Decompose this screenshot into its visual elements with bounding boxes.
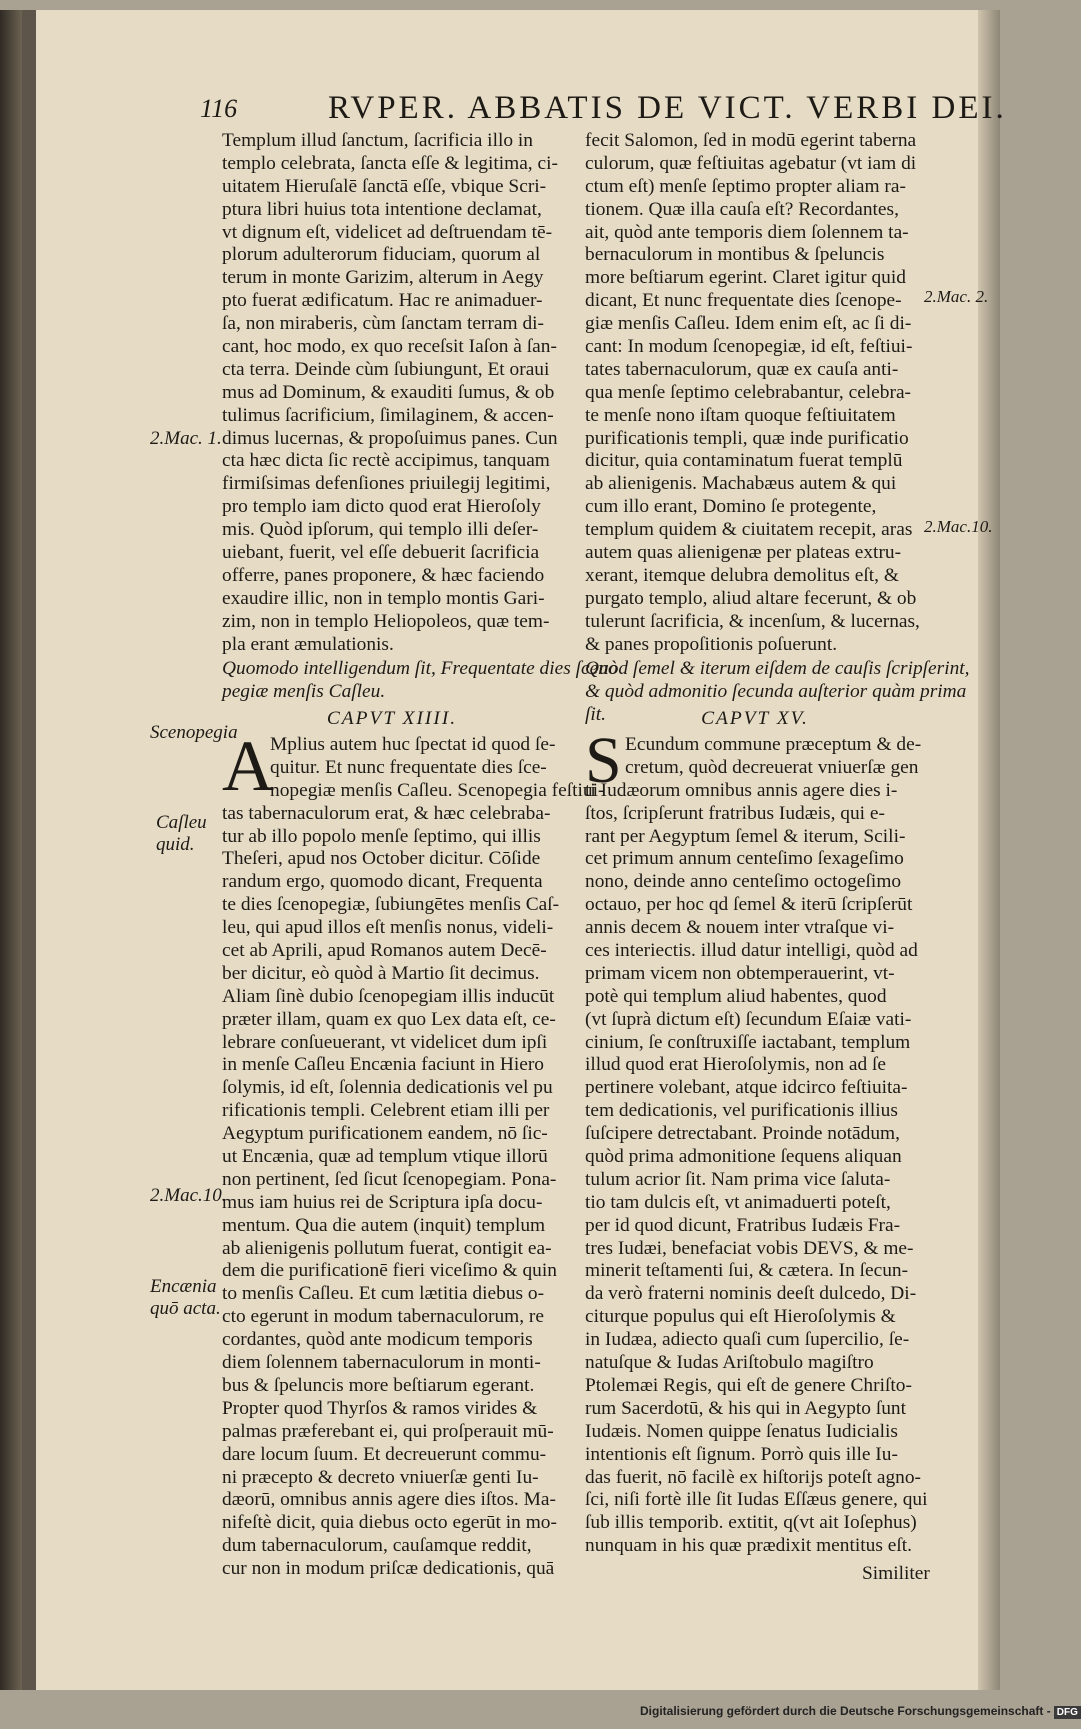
text-line: Ptolemæi Regis, qui eſt de genere Chriſto- [585,1374,912,1396]
text-line: cordantes, quòd ante modicum temporis [222,1329,533,1351]
text-line: ſci, niſi fortè ille ſit Iudas Eſſæus genere, qui [585,1489,928,1511]
text-line: potè qui templum aliud habentes, quod [585,985,887,1007]
text-line: primam vicem non obtemperauerint, vt- [585,962,895,984]
text-line: cretum, quòd decreuerat vniuerſæ gen [625,756,919,778]
text-line: Iudæis. Nomen quippe ſenatus Iudicialis [585,1420,898,1442]
text-line: plorum adulterorum fiduciam, quorum al [222,244,541,266]
text-line: cinium, ſe conſtruxiſſe iactabant, templum [585,1031,911,1053]
text-line: das fuerit, nō facilè ex hiſtorijs poteſt agno- [585,1466,922,1488]
text-line: præter illam, quam ex quo Lex data eſt, ce- [222,1008,556,1030]
catchword-wrap [862,1563,930,1586]
text-line: ni præcepto & decreto vniuerſæ genti Iu- [222,1466,539,1488]
text-line: cet ab Aprili, apud Romanos autem Decē- [222,940,547,962]
text-line: (vt ſuprà dictum eſt) ſecundum Eſaiæ vati- [585,1008,912,1030]
text-line: palmas præferebant ei, qui proſperauit mū- [222,1420,554,1442]
text-line: bernaculorum in montibus & ſpeluncis [585,244,885,266]
text-line: randum ergo, quomodo dicant, Frequenta [222,871,543,893]
text-line: quitur. Et nunc frequentate dies ſce- [270,756,547,778]
text-line: da verò fraterni nominis deeſt dulcedo, Di- [585,1283,917,1305]
text-line: xerant, itemque delubra demolitus eſt, & [585,564,899,586]
text-line: tates tabernaculorum, quæ ex cauſa anti- [585,358,899,380]
text-line: ber dicitur, eò quòd à Martio ſit decimus. [222,962,540,984]
text-line: illud quod erat Hieroſolymis, non ad ſe [585,1054,887,1076]
text-line: purgato templo, aliud altare fecerunt, & ob [585,587,917,609]
right-chapter-title: CAPVT XV. [701,708,809,729]
text-line: vt dignum eſt, videlicet ad deſtruendam tē- [222,221,553,243]
text-line: dem die purificationē fieri viceſimo & quin [222,1260,557,1282]
text-line: terum in monte Garizim, alterum in Aegy [222,267,544,289]
text-line: firmiſsimas defenſiones priuilegij legitimi, [222,473,551,495]
text-line: & panes propoſitionis poſuerunt. [585,633,838,655]
text-line: ſa, non miraberis, cùm ſanctam terram di- [222,313,544,335]
text-line: templo celebrata, ſancta eſſe & legitima, ci- [222,152,558,174]
text-line: zim, non in templo Heliopoleos, quæ tem- [222,610,550,632]
text-line: ſolymis, id eſt, ſolennia dedicationis vel pu [222,1077,553,1099]
text-line: cto egerunt in modum tabernaculorum, re [222,1306,544,1328]
text-line: ptura libri huius tota intentione declamat, [222,198,542,220]
text-line: citurque populus qui eſt Hieroſolymis & [585,1306,896,1328]
text-line: nono, deinde anno centeſimo octogeſimo [585,871,902,893]
text-line: ait, quòd ante temporis diem ſolennem ta- [585,221,909,243]
text-line: Aegyptum purificationem eandem, nō ſic- [222,1123,548,1145]
text-line: te menſe nono iſtam quoque feſtiuitatem [585,404,896,426]
text-line: diem ſolennem tabernaculorum in monti- [222,1352,541,1374]
text-line: exaudire illic, non in templo montis Gari- [222,587,545,609]
text-line: tem dedicationis, vel purificationis illius [585,1100,898,1122]
text-line: rant per Aegyptum ſemel & iterum, Scili- [585,825,906,847]
book-gutter [0,10,22,1690]
text-line: more beſtiarum egerint. Claret igitur quid [585,267,906,289]
text-line: natuſque & Iudas Ariſtobulo magiſtro [585,1352,874,1374]
text-line: ti Iudæorum omnibus annis agere dies i- [585,779,898,801]
text-line: dum tabernaculorum, cauſamque reddit, [222,1535,532,1557]
text-line: tio tam dulcis eſt, vt animaduerti poteſt, [585,1191,891,1213]
text-line: offerre, panes proponere, & hæc faciendo [222,564,545,586]
right-column-text-a [585,130,920,656]
text-line: rum Sacerdotū, & his qui in Aegypto ſunt [585,1397,906,1419]
left-drop-cap: A [222,726,274,806]
text-line: Aliam ſinè dubio ſcenopegiam illis inducūt [222,985,555,1007]
text-line: qua menſe ſeptimo celebrabantur, celebra- [585,381,912,403]
dfg-badge: DFG [1054,1706,1081,1719]
text-line: ſuſcipere detrectabant. Proinde notādum, [585,1123,900,1145]
text-line: lebrare conſueuerant, vt videlicet dum ipſi [222,1031,548,1053]
left-chapter-title: CAPVT XIIII. [326,708,458,729]
page-edge [978,10,1000,1690]
margin-note-left-3b: quid. [156,834,195,855]
page-number: 116 [200,94,238,123]
text-line: Propter quod Thyrſos & ramos virides & [222,1397,538,1419]
text-line: pegiæ menſis Caſleu. [222,680,386,702]
text-line: per id quod dicunt, Fratribus Iudæis Fra- [585,1214,901,1236]
text-line: te dies ſcenopegiæ, ſubiungētes menſis Caſ- [222,894,560,916]
text-line: annis decem & nouem inter vtraſque vi- [585,917,895,939]
text-line: cta terra. Deinde cùm ſubiungunt, Et oraui [222,358,550,380]
text-line: rificationis templi. Celebrent etiam illi per [222,1100,550,1122]
text-line: uiebant, fuerit, vel eſſe debuerit ſacrificia [222,542,540,564]
text-line: uitatem Hieruſalē ſanctā eſſe, vbique Scri- [222,175,547,197]
text-line: nunquam in his quæ prædixit mentitus eſt. [585,1535,912,1557]
text-line: leu, qui apud illos eſt menſis nonus, videli- [222,917,554,939]
text-line: mis. Quòd ipſorum, qui templo illi deſer- [222,519,539,541]
text-line: dæorū, omnibus annis agere dies iſtos. Ma- [222,1489,556,1511]
margin-note-right-2: 2.Mac.10. [924,517,993,536]
right-column-text-b [585,734,928,1558]
margin-note-right-1: 2.Mac. 2. [924,287,989,306]
text-line: ſit. [585,703,607,725]
text-line: octauo, per hoc qd ſemel & iterū ſcripſerūt [585,894,913,916]
text-line: ut Encænia, quæ ad templum vtique illorū [222,1146,548,1168]
text-line: nifeſtè dicit, quia diebus octo egerūt in mo- [222,1512,557,1534]
text-line: to menſis Caſleu. Et cum lætitia diebus o- [222,1283,545,1305]
text-line: ab alienigenis. Machabæus autem & qui [585,473,897,495]
left-column-text-b [222,734,604,1581]
text-line: tur ab illo popolo menſe ſeptimo, qui illis [222,825,541,847]
text-line: mentum. Qua die autem (inquit) templum [222,1214,546,1236]
text-line: & quòd admonitio ſecunda auſterior quàm prima [585,680,967,702]
text-line: dicitur, quia contaminatum fuerat templū [585,450,903,472]
margin-note-left-5b: quō acta. [150,1298,221,1319]
text-line: Templum illud ſanctum, ſacrificia illo in [222,130,533,151]
catchword: Similiter [862,1563,930,1584]
right-drop-cap: S [585,724,622,797]
margin-note-left-1: 2.Mac. 1. [150,428,222,449]
text-line: ces interiectis. illud datur intelligi, quòd ad [585,940,918,962]
text-line: Theſeri, apud nos October dicitur. Cōſide [222,848,541,870]
text-line: nopegiæ menſis Caſleu. Scenopegia feſtiui- [270,779,605,801]
text-line: Mplius autem huc ſpectat id quod ſe- [270,734,556,755]
text-line: mus iam huius rei de Scriptura ipſa docu- [222,1191,543,1213]
text-line: cet primum annum centeſimo ſexageſimo [585,848,904,870]
text-line: ctum eſt) menſe ſeptimo propter aliam ra- [585,175,906,197]
text-line: tulerunt ſacrificia, & incenſum, & lucernas, [585,610,920,632]
text-line: minerit teſtamenti ſui, & cætera. In ſecun- [585,1260,909,1282]
text-line: quòd prima admonitione ſequens aliquan [585,1146,902,1168]
text-line: cant: In modum ſcenopegiæ, id eſt, feſtiui- [585,336,913,358]
text-line: pertinere volebant, atque idcirco feſtiuita- [585,1077,908,1099]
text-line: tulimus ſacrificium, ſimilaginem, & accen- [222,404,554,426]
funding-footer [640,1704,1081,1719]
text-line: bus & ſpeluncis more beſtiarum egerant. [222,1374,535,1396]
text-line: templum quidem & ciuitatem recepit, aras [585,519,913,541]
margin-note-left-3a: Caſleu [156,812,207,833]
text-line: Quomodo intelligendum ſit, Frequentate dies ſceno [222,658,618,679]
text-line: pro templo iam dicto quod erat Hieroſoly [222,496,541,518]
text-line: tres Iudæi, benefaciat vobis DEVS, & me- [585,1237,914,1259]
left-column-text-a [222,130,558,656]
text-line: Quòd ſemel & iterum eiſdem de cauſis ſcripſerint, [585,658,970,679]
text-line: in Iudæa, adiecto quaſi cum ſupercilio, ſe- [585,1329,910,1351]
text-line: giæ menſis Caſleu. Idem enim eſt, ac ſi di- [585,313,912,335]
text-line: in menſe Caſleu Encænia faciunt in Hiero [222,1054,545,1076]
text-line: pto fuerat ædificatum. Hac re animaduer- [222,290,543,312]
text-line: tionem. Quæ illa cauſa eſt? Recordantes, [585,198,899,220]
text-line: autem quas alienigenæ per plateas extru- [585,542,902,564]
text-line: pla erant æmulationis. [222,633,394,655]
text-line: Ecundum commune præceptum & de- [625,734,922,755]
text-line: culorum, quæ feſtiuitas agebatur (vt iam di [585,152,917,174]
text-line: cta hæc dicta ſic rectè accipimus, tanquam [222,450,550,472]
text-line: cum illo erant, Domino ſe protegente, [585,496,877,518]
footer-text: Digitalisierung gefördert durch die Deutsche Forschungsgemeinschaft - [640,1704,1051,1718]
text-line: fecit Salomon, ſed in modū egerint taberna [585,130,917,151]
text-line: mus ad Dominum, & exauditi ſumus, & ob [222,381,555,403]
margin-note-left-4: 2.Mac.10. [150,1185,227,1206]
running-title: RVPER. ABBATIS DE VICT. VERBI DEI. [328,90,1007,126]
text-line: dare locum ſuum. Et decreuerunt commu- [222,1443,547,1465]
left-section-heading [222,658,618,704]
text-line: tas tabernaculorum erat, & hæc celebraba- [222,802,551,824]
text-line: ſub illis temporib. extitit, q(vt ait Ioſephus) [585,1512,917,1534]
text-line: intentionis eſt ſignum. Porrò quis ille Iu- [585,1443,898,1465]
right-chapter-wrap [585,708,925,731]
text-line: dicant, Et nunc frequentate dies ſcenope- [585,290,902,312]
text-line: cur non in modum priſcæ dedicationis, quā [222,1558,555,1580]
text-line: cant, hoc modo, ex quo receſsit Iaſon à ſan- [222,336,557,358]
text-line: non pertinent, ſed ſicut ſcenopegiam. Pona- [222,1168,557,1190]
text-line: tulum acrior ſit. Nam prima vice ſaluta- [585,1168,891,1190]
text-line: purificationis templi, quæ inde purificatio [585,427,909,449]
text-line: ab alienigenis pollutum fuerat, contigit ea- [222,1237,552,1259]
text-line: dimus lucernas, & propoſuimus panes. Cun [222,427,558,449]
margin-note-left-5a: Encænia [150,1276,217,1297]
text-line: ſtos, ſcripſerunt fratribus Iudæis, qui e- [585,802,885,824]
margin-note-left-2: Scenopegia [150,722,238,743]
